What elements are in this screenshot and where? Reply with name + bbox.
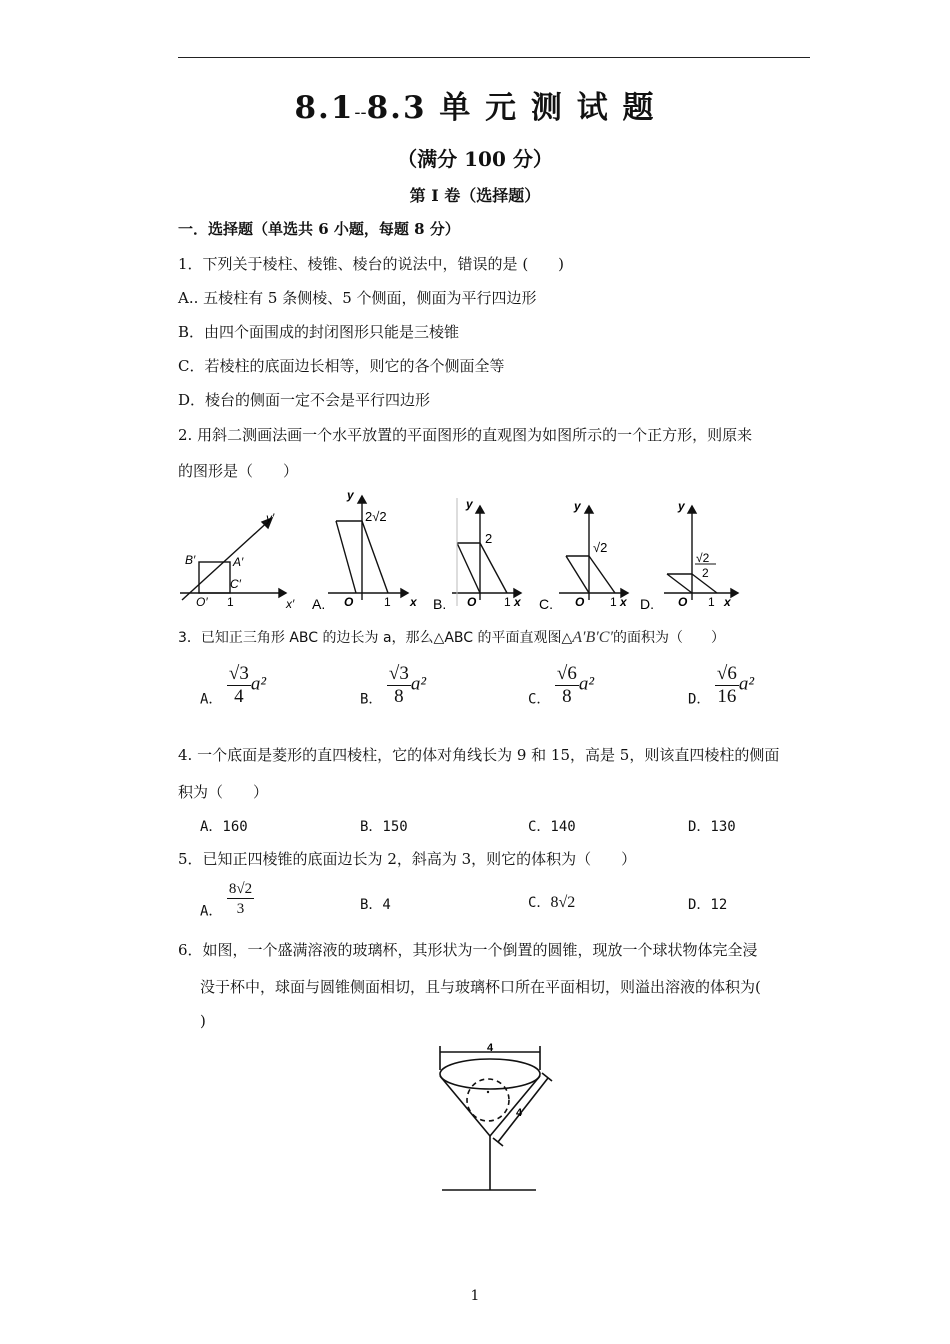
q5-option-d: D．12 [688, 897, 728, 913]
page-title: 8.1--8.3 单 元 测 试 题 [294, 90, 656, 126]
q1-stem: 1．下列关于棱柱、棱锥、棱台的说法中，错误的是 ( ) [178, 255, 565, 273]
q4-option-c: C．140 [528, 819, 576, 835]
q2b-value-label: 2 [485, 531, 493, 546]
q2-yprime-label: y′ [266, 511, 275, 525]
q2b-y-label: y [466, 497, 473, 511]
top-dimension-label: 4 [487, 1042, 494, 1054]
q2-option-d-letter: D. [640, 596, 654, 612]
q3-option-a: A． $\frac{√3}{4}$ a² [200, 663, 267, 708]
q2-option-a-letter: A. [312, 596, 326, 612]
q3-option-d: D． $\frac{√6}{16}$ a² [688, 663, 755, 708]
inscribed-sphere [467, 1079, 509, 1121]
q4-option-d: D．130 [688, 819, 736, 835]
page-number: 1 [470, 1288, 480, 1304]
q1-option-a: A.. 五棱柱有 5 条侧棱、5 个侧面，侧面为平行四边形 [178, 289, 537, 307]
q2d-o-label: O [678, 595, 688, 609]
full-score: （满分 100 分） [397, 147, 553, 171]
q2a-x-label: x [410, 595, 417, 609]
section-heading: 一．选择题（单选共 6 小题，每题 8 分） [178, 220, 460, 238]
q2-one-label: 1 [227, 595, 234, 609]
q2c-one-label: 1 [610, 595, 617, 609]
cup-rim [440, 1059, 540, 1089]
cone-right-side [490, 1076, 540, 1136]
q1-option-d: D．棱台的侧面一定不会是平行四边形 [178, 391, 431, 409]
q2-oprime-label: O′ [196, 595, 208, 609]
q1-option-b: B．由四个面围成的封闭图形只能是三棱锥 [178, 323, 460, 341]
q4-option-a: A．160 [200, 819, 248, 835]
q2c-x-label: x [620, 595, 627, 609]
q2d-value-label-bottom: 2 [702, 566, 709, 580]
q3-stem: 3．已知正三角形 ABC 的边长为 a，那么△ABC 的平面直观图△A′B′C′的面积为（ ） [178, 629, 725, 646]
q2d-one-label: 1 [708, 595, 715, 609]
q6-stem-line3: ) [200, 1012, 206, 1030]
q6-cone-glass-figure [432, 1040, 562, 1198]
q2a-one-label: 1 [384, 595, 391, 609]
q2-stem-line1: 2. 用斜二测画法画一个水平放置的平面图形的直观图为如图所示的一个正方形，则原来 [178, 426, 753, 444]
q4-stem-line2: 积为（ ） [178, 783, 269, 801]
side-dimension-tick-bottom [493, 1138, 503, 1146]
volume-heading: 第 Ⅰ 卷（选择题） [409, 186, 541, 205]
q2c-y-label: y [574, 499, 581, 513]
q2d-x-label: x [724, 595, 731, 609]
q2b-one-label: 1 [504, 595, 511, 609]
q2a-value-label: 2√2 [365, 509, 387, 524]
q4-stem-line1: 4. 一个底面是菱形的直四棱柱，它的体对角线长为 9 和 15，高是 5，则该直四棱柱的侧面 [178, 746, 780, 764]
q2-stem-line2: 的图形是（ ） [178, 462, 299, 480]
q2-cprime-label: C′ [230, 577, 241, 591]
q5-option-a: A． $\frac{8√2}{3}$ [200, 881, 253, 920]
q1-option-c: C．若棱柱的底面边长相等，则它的各个侧面全等 [178, 357, 505, 375]
q2c-value-label: √2 [593, 540, 608, 555]
q2c-o-label: O [575, 595, 585, 609]
q2b-o-label: O [467, 595, 477, 609]
q4-option-b: B．150 [360, 819, 408, 835]
cone-left-side [440, 1076, 490, 1136]
q2-option-b-figure [452, 498, 521, 606]
q3-option-b: B． $\frac{√3}{8}$ a² [360, 663, 427, 708]
q2-figures [176, 488, 746, 618]
header-rule [178, 57, 810, 58]
q5-option-b: B．4 [360, 897, 391, 913]
q5-stem: 5．已知正四棱锥的底面边长为 2，斜高为 3，则它的体积为（ ） [178, 850, 637, 868]
q2-option-b-letter: B. [433, 596, 447, 612]
q2-option-c-letter: C. [539, 596, 553, 612]
q2a-o-label: O [344, 595, 354, 609]
side-dimension-label: 4 [516, 1107, 523, 1119]
q2-aprime-label: A′ [233, 555, 244, 569]
q5-option-c: C．8√2 [528, 894, 576, 911]
q2d-value-label-top: √2 [696, 551, 710, 565]
q2d-y-label: y [678, 499, 685, 513]
q2-bprime-label: B′ [185, 553, 196, 567]
q2-xprime-label: x′ [286, 597, 295, 611]
q3-option-c: C． $\frac{√6}{8}$ a² [528, 663, 595, 708]
q2a-y-label: y [347, 488, 354, 502]
q6-stem-line1: 6．如图，一个盛满溶液的玻璃杯，其形状为一个倒置的圆锥，现放一个球状物体完全浸 [178, 941, 758, 959]
q6-stem-line2: 没于杯中，球面与圆锥侧面相切，且与玻璃杯口所在平面相切，则溢出溶液的体积为( [200, 978, 761, 996]
sphere-center [487, 1091, 489, 1093]
q2b-x-label: x [514, 595, 521, 609]
